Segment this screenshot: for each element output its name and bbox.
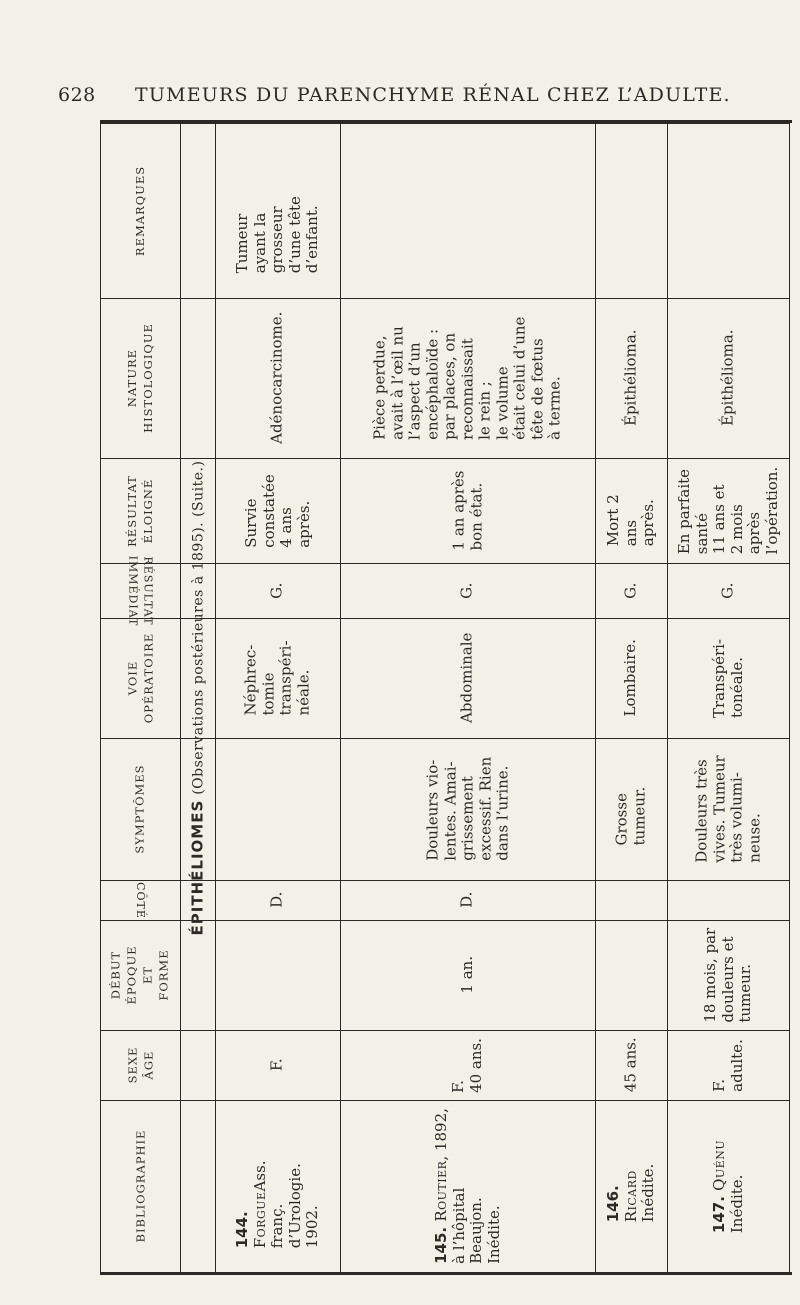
cell-debut bbox=[595, 920, 667, 1030]
cell-resultat-immediat bbox=[340, 563, 595, 618]
cell-text: D. bbox=[457, 891, 476, 909]
cell-voie bbox=[595, 618, 667, 738]
cell-text: 1 an après bon état. bbox=[448, 470, 485, 551]
header-debut: DÉBUT ÉPOQUE ET FORME bbox=[108, 945, 171, 1005]
cell-resultat bbox=[340, 458, 595, 563]
cell-remarques bbox=[340, 123, 595, 298]
cell-text: Mort 2 ans après. bbox=[603, 494, 657, 547]
cell-cote bbox=[667, 880, 790, 920]
cell-sexe bbox=[595, 1030, 667, 1100]
cell-remarques bbox=[215, 123, 340, 298]
header-resultat-eloigne: RÉSULTAT ÉLOIGNÉ bbox=[125, 474, 155, 547]
cell-text: 18 mois, par douleurs et tumeur. bbox=[701, 927, 755, 1023]
cell-nature bbox=[215, 298, 340, 458]
bibliography-entry bbox=[605, 1150, 658, 1222]
bibliography-entry bbox=[234, 1124, 322, 1249]
cell-nature bbox=[595, 298, 667, 458]
cell-symptomes bbox=[340, 738, 595, 880]
author-name: Quénu bbox=[709, 1139, 728, 1191]
running-title: TUMEURS DU PARENCHYME RÉNAL CHEZ L’ADULTE. bbox=[135, 84, 731, 106]
cell-text: Transpéri- tonéale. bbox=[710, 638, 746, 718]
cell-sexe bbox=[667, 1030, 790, 1100]
observation-number: 146. bbox=[603, 1184, 622, 1222]
cell-text: F. adulte. bbox=[710, 1038, 746, 1092]
cell-text: Lombaire. bbox=[621, 639, 640, 717]
author-name: Ricard bbox=[621, 1169, 640, 1222]
table-title-rest: (Observations postérieures à 1895). (Suite.) bbox=[190, 460, 207, 800]
table-bottom-rule bbox=[100, 1272, 792, 1275]
observation-number: 144. bbox=[232, 1211, 251, 1249]
cell-resultat bbox=[215, 458, 340, 563]
cell-bibliographie bbox=[215, 1100, 340, 1272]
cell-text: 1 an. bbox=[457, 956, 476, 994]
cell-debut bbox=[667, 920, 790, 1030]
bibliography-detail: , 1892, à l’hôpital Beaujon. Inédite. bbox=[431, 1108, 502, 1264]
cell-debut bbox=[340, 920, 595, 1030]
author-name: Forgue bbox=[250, 1191, 269, 1249]
cell-text: D. bbox=[267, 891, 286, 909]
header-bibliographie: BIBLIOGRAPHIE bbox=[133, 1129, 147, 1243]
cell-text: Douleurs très vives. Tumeur très volumi- neuse. bbox=[692, 755, 763, 863]
cell-symptomes bbox=[215, 738, 340, 880]
header-resultat-immediat: RÉSULTAT IMMÉDIAT bbox=[126, 555, 154, 626]
cell-bibliographie bbox=[340, 1100, 595, 1272]
cell-text: Épithélioma. bbox=[621, 329, 640, 427]
bibliography-entry bbox=[711, 1139, 746, 1232]
cell-text: En parfaite santé 11 ans et 2 mois après l’opération. bbox=[674, 466, 781, 555]
observation-number: 145. bbox=[431, 1221, 450, 1264]
header-sexe: SEXE ÂGE bbox=[124, 1046, 155, 1084]
cell-resultat-immediat bbox=[595, 563, 667, 618]
cell-nature bbox=[340, 298, 595, 458]
author-name: Routier bbox=[431, 1160, 450, 1222]
cell-text: F. bbox=[267, 1058, 286, 1072]
cell-bibliographie bbox=[667, 1100, 790, 1272]
cell-text: Adénocarcinome. bbox=[267, 311, 286, 445]
cell-nature bbox=[667, 298, 790, 458]
header-cote: CÔTÉ bbox=[133, 881, 147, 919]
cell-cote bbox=[595, 880, 667, 920]
bibliography-entry bbox=[432, 1108, 502, 1264]
cell-text: 45 ans. bbox=[621, 1037, 640, 1093]
cell-sexe bbox=[215, 1030, 340, 1100]
cell-resultat bbox=[667, 458, 790, 563]
cell-text: G. bbox=[621, 582, 640, 599]
header-remarques: REMARQUES bbox=[133, 165, 147, 256]
cell-resultat bbox=[595, 458, 667, 563]
cell-cote bbox=[215, 880, 340, 920]
cell-text: Pièce perdue, avait à l’œil nu l’aspect d’un encéphaloïde : par places, on reconnaissait le rein ; le volume était celui d’une tête de fœtus à terme. bbox=[370, 316, 564, 440]
cell-text: Survie constatée 4 ans après. bbox=[241, 473, 312, 548]
bibliography-detail: Ass. franç. d’Urologie. 1902. bbox=[250, 1160, 321, 1249]
cell-text: G. bbox=[718, 582, 737, 599]
cell-remarques bbox=[667, 123, 790, 298]
cell-text: F. 40 ans. bbox=[449, 1037, 485, 1093]
cell-text: Douleurs vio- lentes. Amai- grissement excessif. Rien dans l’urine. bbox=[422, 757, 511, 861]
cell-text: Tumeur ayant la grosseur d’une tête d’enfant. bbox=[232, 195, 321, 273]
cell-sexe bbox=[340, 1030, 595, 1100]
cell-symptomes bbox=[595, 738, 667, 880]
cell-resultat-immediat bbox=[215, 563, 340, 618]
cell-voie bbox=[215, 618, 340, 738]
table-title bbox=[180, 128, 215, 1268]
cell-resultat-immediat bbox=[667, 563, 790, 618]
cell-remarques bbox=[595, 123, 667, 298]
cell-bibliographie bbox=[595, 1100, 667, 1272]
cell-text: Abdominale bbox=[457, 632, 476, 724]
cell-text: G. bbox=[267, 582, 286, 599]
page-header bbox=[0, 76, 800, 108]
header-symptomes: SYMPTÔMES bbox=[133, 764, 148, 854]
cell-text: G. bbox=[457, 582, 476, 599]
cell-voie bbox=[667, 618, 790, 738]
header-voie: VOIE OPÉRATOIRE bbox=[125, 632, 155, 724]
bibliography-detail: Inédite. bbox=[638, 1163, 657, 1222]
cell-symptomes bbox=[667, 738, 790, 880]
observation-number: 147. bbox=[709, 1190, 728, 1233]
cell-cote bbox=[340, 880, 595, 920]
table-title-bold: ÉPITHÉLIOMES bbox=[188, 799, 207, 936]
cell-voie bbox=[340, 618, 595, 738]
page-number: 628 bbox=[58, 84, 96, 106]
cell-debut bbox=[215, 920, 340, 1030]
cell-text: Néphrec- tomie transpéri- néale. bbox=[241, 640, 312, 716]
header-nature: NATURE HISTOLOGIQUE bbox=[125, 323, 156, 433]
bibliography-detail: Inédite. bbox=[727, 1174, 746, 1233]
cell-text: Épithélioma. bbox=[718, 329, 737, 427]
cell-text: Grosse tumeur. bbox=[612, 786, 648, 845]
